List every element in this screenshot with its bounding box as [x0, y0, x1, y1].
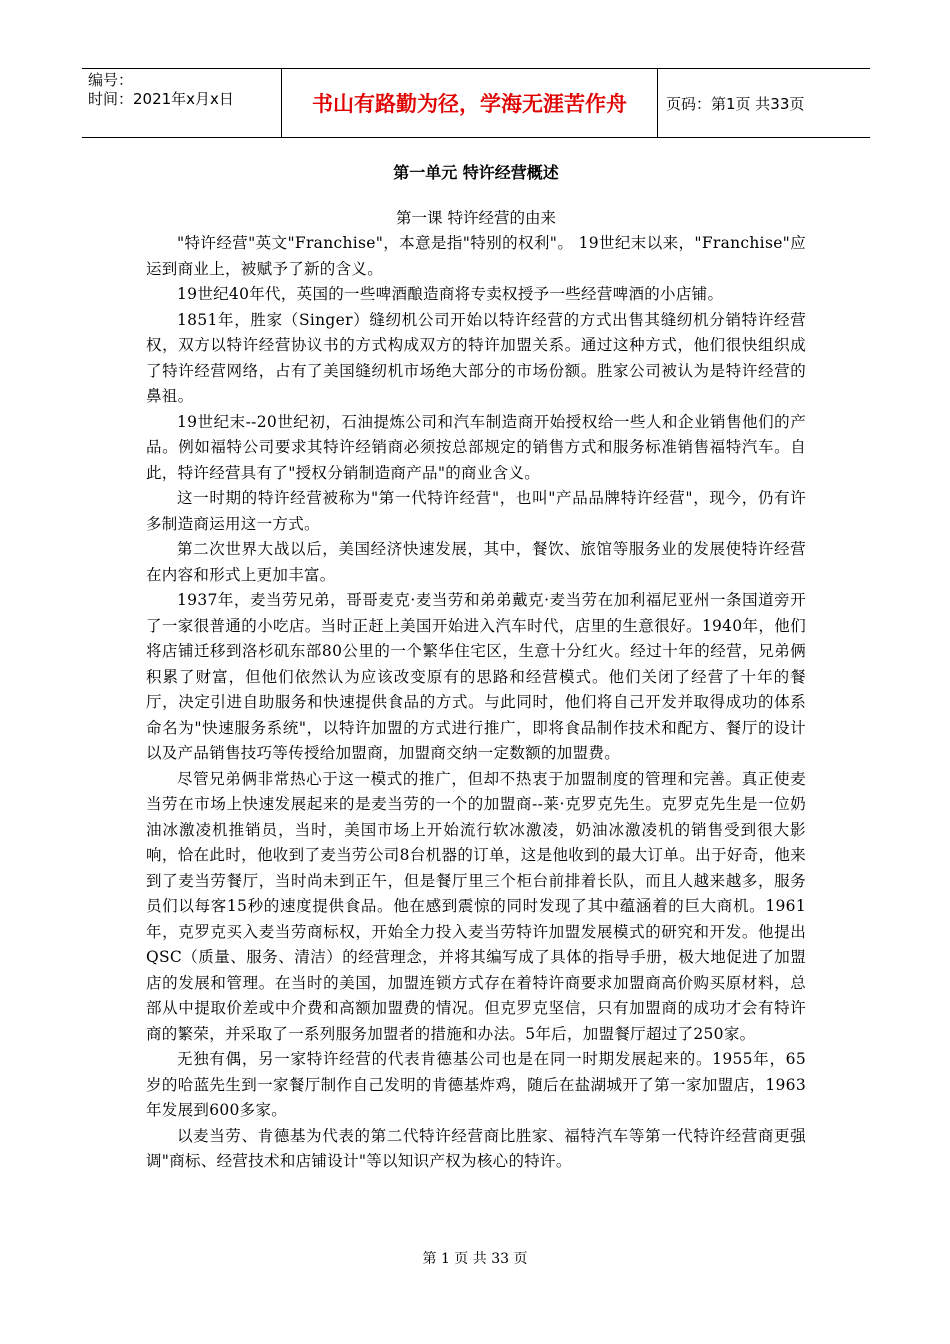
paragraph: 无独有偶，另一家特许经营的代表肯德基公司也是在同一时期发展起来的。1955年，65岁的哈蓝先生到一家餐厅制作自己发明的肯德基炸鸡，随后在盐湖城开了第一家加盟店，1963年发展到600多家。: [146, 1050, 806, 1119]
document-body: [146, 160, 806, 1175]
page-footer: 第 1 页 共 33 页: [422, 1251, 528, 1267]
header-motto: 书山有路勤为径，学海无涯苦作舟: [282, 69, 658, 137]
page-header: [82, 68, 870, 138]
paragraph: 1851年，胜家（Singer）缝纫机公司开始以特许经营的方式出售其缝纫机分销特许经营权，双方以特许经营协议书的方式构成双方的特许加盟关系。通过这种方式，他们很快组织成了特许经营网络，占有了美国缝纫机市场绝大部分的市场份额。胜家公司被认为是特许经营的鼻祖。: [146, 310, 806, 405]
header-page-info: 页码：第1页 共33页: [666, 94, 805, 113]
paragraph: 这一时期的特许经营被称为"第一代特许经营"，也叫"产品品牌特许经营"，现今，仍有许多制造商运用这一方式。: [146, 489, 806, 533]
time-label: 时间：2021年x月x日: [88, 90, 234, 108]
paragraph: 19世纪末--20世纪初，石油提炼公司和汽车制造商开始授权给一些人和企业销售他们的产品。例如福特公司要求其特许经销商必须按总部规定的销售方式和服务标准销售福特汽车。自此，特许经营具有了"授权分销制造商产品"的商业含义。: [146, 412, 806, 482]
paragraph: "特许经营"英文"Franchise"，本意是指"特别的权利"。 19世纪末以来，"Franchise"应运到商业上，被赋予了新的含义。: [146, 234, 806, 278]
header-info: [82, 69, 282, 137]
lesson-title: 第一课 特许经营的由来: [396, 209, 556, 227]
paragraph: 1937年，麦当劳兄弟，哥哥麦克·麦当劳和弟弟戴克·麦当劳在加利福尼亚州一条国道旁开了一家很普通的小吃店。当时正赶上美国开始进入汽车时代，店里的生意很好。1940年，他们将店铺迁移到洛杉矶东部80公里的一个繁华住宅区，生意十分红火。经过十年的经营，兄弟俩积累了财富，但他们依然认为应该改变原有的思路和经营模式。他们关闭了经营了十年的餐厅，决定引进自助服务和快速提供食品的方式。与此同时，他们将自己开发并取得成功的体系命名为"快速服务系统"，以特许加盟的方式进行推广，即将食品制作技术和配方、餐厅的设计以及产品销售技巧等传授给加盟商，加盟商交纳一定数额的加盟费。: [146, 591, 806, 762]
paragraph: 第二次世界大战以后，美国经济快速发展，其中，餐饮、旅馆等服务业的发展使特许经营在内容和形式上更加丰富。: [146, 540, 806, 584]
paragraph: 19世纪40年代，英国的一些啤酒酿造商将专卖权授予一些经营啤酒的小店铺。: [177, 285, 724, 303]
paragraph: 以麦当劳、肯德基为代表的第二代特许经营商比胜家、福特汽车等第一代特许经营商更强调"商标、经营技术和店铺设计"等以知识产权为核心的特许。: [146, 1126, 806, 1170]
unit-title: 第一单元 特许经营概述: [393, 163, 559, 182]
paragraph: 尽管兄弟俩非常热心于这一模式的推广，但却不热衷于加盟制度的管理和完善。真正使麦当劳在市场上快速发展起来的是麦当劳的一个的加盟商--莱·克罗克先生。克罗克先生是一位奶油冰激凌机推销员，当时，美国市场上开始流行软冰激凌，奶油冰激凌机的销售受到很大影响，恰在此时，他收到了麦当劳公司8台机器的订单，这是他收到的最大订单。出于好奇，他来到了麦当劳餐厅，当时尚未到正午，但是餐厅里三个柜台前排着长队，而且人越来越多，服务员们以每客15秒的速度提供食品。他在感到震惊的同时发现了其中蕴涵着的巨大商机。1961年，克罗克买入麦当劳商标权，开始全力投入麦当劳特许加盟发展模式的研究和开发。他提出QSC（质量、服务、清洁）的经营理念，并将其编写成了具体的指导手册，极大地促进了加盟店的发展和管理。在当时的美国，加盟连锁方式存在着特许商要求加盟商高价购买原材料，总部从中提取价差或中介费和高额加盟费的情况。但克罗克坚信，只有加盟商的成功才会有特许商的繁荣，并采取了一系列服务加盟者的措施和办法。5年后，加盟餐厅超过了250家。: [146, 769, 806, 1043]
number-label: 编号：: [88, 71, 134, 89]
